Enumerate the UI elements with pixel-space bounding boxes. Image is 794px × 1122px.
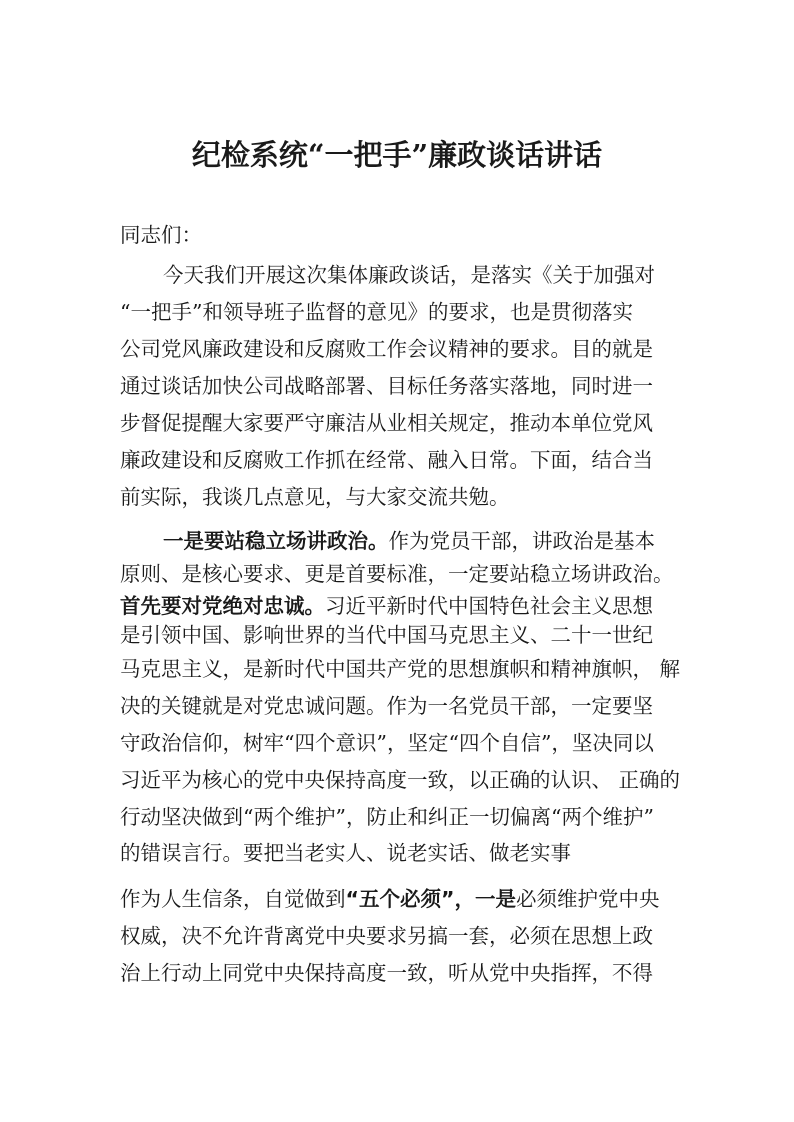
paragraph-2-line-3-text: 习近平新时代中国特色社会主义思想 — [325, 594, 653, 618]
paragraph-2-line-13: 治上行动上同党中央保持高度一致，听从党中央指挥，不得 — [120, 961, 653, 985]
paragraph-2-line-11-pre: 作为人生信条，自觉做到 — [120, 887, 346, 911]
paragraph-2-line-4: 是引领中国、影响世界的当代中国马克思主义、二十一世纪 — [120, 623, 653, 647]
paragraph-2-line-8: 习近平为核心的党中央保持高度一致，以正确的认识、 正确的 — [120, 768, 681, 792]
paragraph-2-line-9: 行动坚决做到“两个维护”，防止和纠正一切偏离“两个维护” — [120, 805, 654, 829]
paragraph-1-line-3: 公司党风廉政建设和反腐败工作会议精神的要求。目的就是 — [120, 337, 653, 361]
paragraph-2-line-12: 权威，决不允许背离党中央要求另搞一套，必须在思想上政 — [120, 924, 653, 948]
paragraph-2-line-10: 的错误言行。要把当老实人、说老实话、做老实事 — [120, 841, 571, 865]
paragraph-1-line-5: 步督促提醒大家要严守廉洁从业相关规定，推动本单位党风 — [120, 411, 653, 435]
paragraph-2-line-11-post: 必须维护党中央 — [515, 887, 660, 911]
paragraph-1-line-2: “一把手”和领导班子监督的意见》的要求，也是贯彻落实 — [120, 300, 633, 324]
paragraph-2-line-1-text: 作为党员干部，讲政治是基本 — [388, 529, 655, 553]
document-title: 纪检系统“一把手”廉政谈话讲话 — [191, 138, 603, 172]
paragraph-2-line-3 — [120, 593, 653, 619]
paragraph-1-line-6: 廉政建设和反腐败工作抓在经常、融入日常。下面，结合当 — [120, 448, 653, 472]
paragraph-2-line-5: 马克思主义，是新时代中国共产党的思想旗帜和精神旗帜， 解 — [120, 657, 681, 681]
paragraph-1-line-4: 通过谈话加快公司战略部署、目标任务落实落地，同时进一 — [120, 374, 653, 398]
section-subheading: 首先要对党绝对忠诚。 — [120, 594, 325, 618]
paragraph-2-line-7: 守政治信仰，树牢“四个意识”，坚定“四个自信”，坚决同以 — [120, 731, 654, 755]
paragraph-2-line-11 — [120, 886, 659, 912]
paragraph-2-line-2: 原则、是核心要求、更是首要标准，一定要站稳立场讲政治。 — [120, 562, 674, 586]
salutation: 同志们： — [120, 223, 202, 247]
paragraph-1-line-7: 前实际，我谈几点意见，与大家交流共勉。 — [120, 485, 510, 509]
paragraph-2-line-6: 决的关键就是对党忠诚问题。作为一名党员干部，一定要坚 — [120, 694, 653, 718]
section-heading: 一是要站稳立场讲政治。 — [163, 529, 389, 553]
five-musts-emphasis: “五个必须”，一是 — [345, 887, 516, 911]
paragraph-1-line-1: 今天我们开展这次集体廉政谈话，是落实《关于加强对 — [163, 263, 655, 287]
paragraph-2-line-1 — [163, 528, 655, 554]
